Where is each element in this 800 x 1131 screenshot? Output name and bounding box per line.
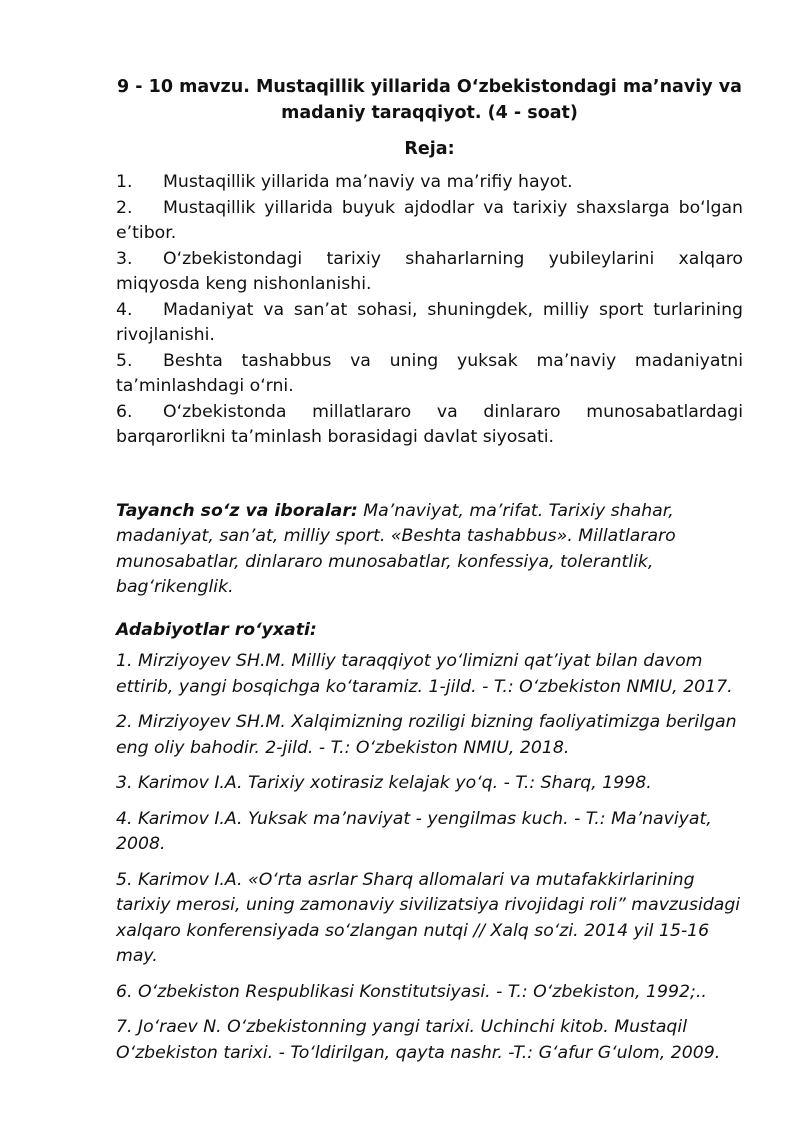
references-list (116, 649, 743, 1066)
title-line-2: madaniy taraqqiyot. (4 - soat) (281, 103, 578, 123)
reference-item: 6. O‘zbekiston Respublikasi Konstitutsiyasi. - T.: O‘zbekiston, 1992;.. (116, 981, 707, 1002)
reference-item: 1. Mirziyoyev SH.M. Milliy taraqqiyot yo‘limizni qat’iyat bilan davom ettirib, yangi bosqichga ko‘taramiz. 1-jild. - T.: O‘zbekiston NMIU, 2017. (116, 651, 733, 697)
plan-list (116, 170, 743, 451)
plan-item-text: Mustaqillik yillarida ma’naviy va ma’rifiy hayot. (163, 172, 573, 192)
document-page (116, 74, 743, 1076)
plan-item (116, 170, 743, 196)
plan-item-number: 5. (116, 350, 133, 371)
plan-item-text: Mustaqillik yillarida buyuk ajdodlar va tarixiy shaxslarga bo‘lgan e’tibor. (116, 197, 743, 243)
plan-item-text: Madaniyat va san’at sohasi, shuningdek, milliy sport turlarining rivojlanishi. (116, 299, 743, 345)
plan-item (116, 196, 743, 247)
plan-item (116, 247, 743, 298)
plan-item-text: O‘zbekistondagi tarixiy shaharlarning yubileylarini xalqaro miqyosda keng nishonlanishi. (116, 248, 743, 294)
keywords-label: Tayanch so‘z va iboralar: (116, 500, 358, 521)
plan-item (116, 349, 743, 400)
plan-item-number: 4. (116, 299, 133, 320)
plan-item-text: O‘zbekistonda millatlararo va dinlararo munosabatlardagi barqarorlikni ta’minlash borasidagi davlat siyosati. (116, 401, 743, 447)
plan-item (116, 400, 743, 451)
plan-item-number: 6. (116, 401, 133, 422)
plan-item-number: 2. (116, 197, 133, 218)
title-line-1: 9 - 10 mavzu. Mustaqillik yillarida O‘zbekistondagi ma’naviy va (117, 77, 742, 97)
keywords-paragraph (116, 499, 743, 601)
plan-item-number: 1. (116, 172, 133, 192)
reference-item: 3. Karimov I.A. Tarixiy xotirasiz kelajak yo‘q. - T.: Sharq, 1998. (116, 773, 652, 794)
keywords-text: Ma’naviyat, ma’rifat. Tarixiy shahar, madaniyat, san’at, milliy sport. «Beshta tashabbus». Millatlararo munosabatlar, dinlararo munosabatlar, konfessiya, tolerantlik, bag‘rikenglik. (116, 500, 676, 597)
plan-item-text: Beshta tashabbus va uning yuksak ma’naviy madaniyatni ta’minlashdagi o‘rni. (116, 350, 743, 396)
page-title (116, 74, 743, 126)
reference-item: 5. Karimov I.A. «O‘rta asrlar Sharq allomalari va mutafakkirlarining tarixiy merosi, uning zamonaviy sivilizatsiya rivojidagi roli” mavzusidagi xalqaro konferensiyada so‘zlangan nutqi // Xalq so‘zi. 2014 yil 15-16 may. (116, 869, 741, 967)
reference-item: 4. Karimov I.A. Yuksak ma’naviyat - yengilmas kuch. - T.: Ma’naviyat, 2008. (116, 808, 712, 855)
plan-item-number: 3. (116, 248, 133, 269)
plan-heading: Reja: (404, 139, 455, 159)
references-heading: Adabiyotlar ro‘yxati: (116, 619, 317, 640)
plan-item (116, 298, 743, 349)
reference-item: 7. Jo‘raev N. O‘zbekistonning yangi tarixi. Uchinchi kitob. Mustaqil O‘zbekiston tarixi. - To‘ldirilgan, qayta nashr. -T.: G‘afur G‘ulom, 2009. (116, 1017, 721, 1063)
reference-item: 2. Mirziyoyev SH.M. Xalqimizning roziligi bizning faoliyatimizga berilgan eng oliy bahodir. 2-jild. - T.: O‘zbekiston NMIU, 2018. (116, 712, 737, 758)
